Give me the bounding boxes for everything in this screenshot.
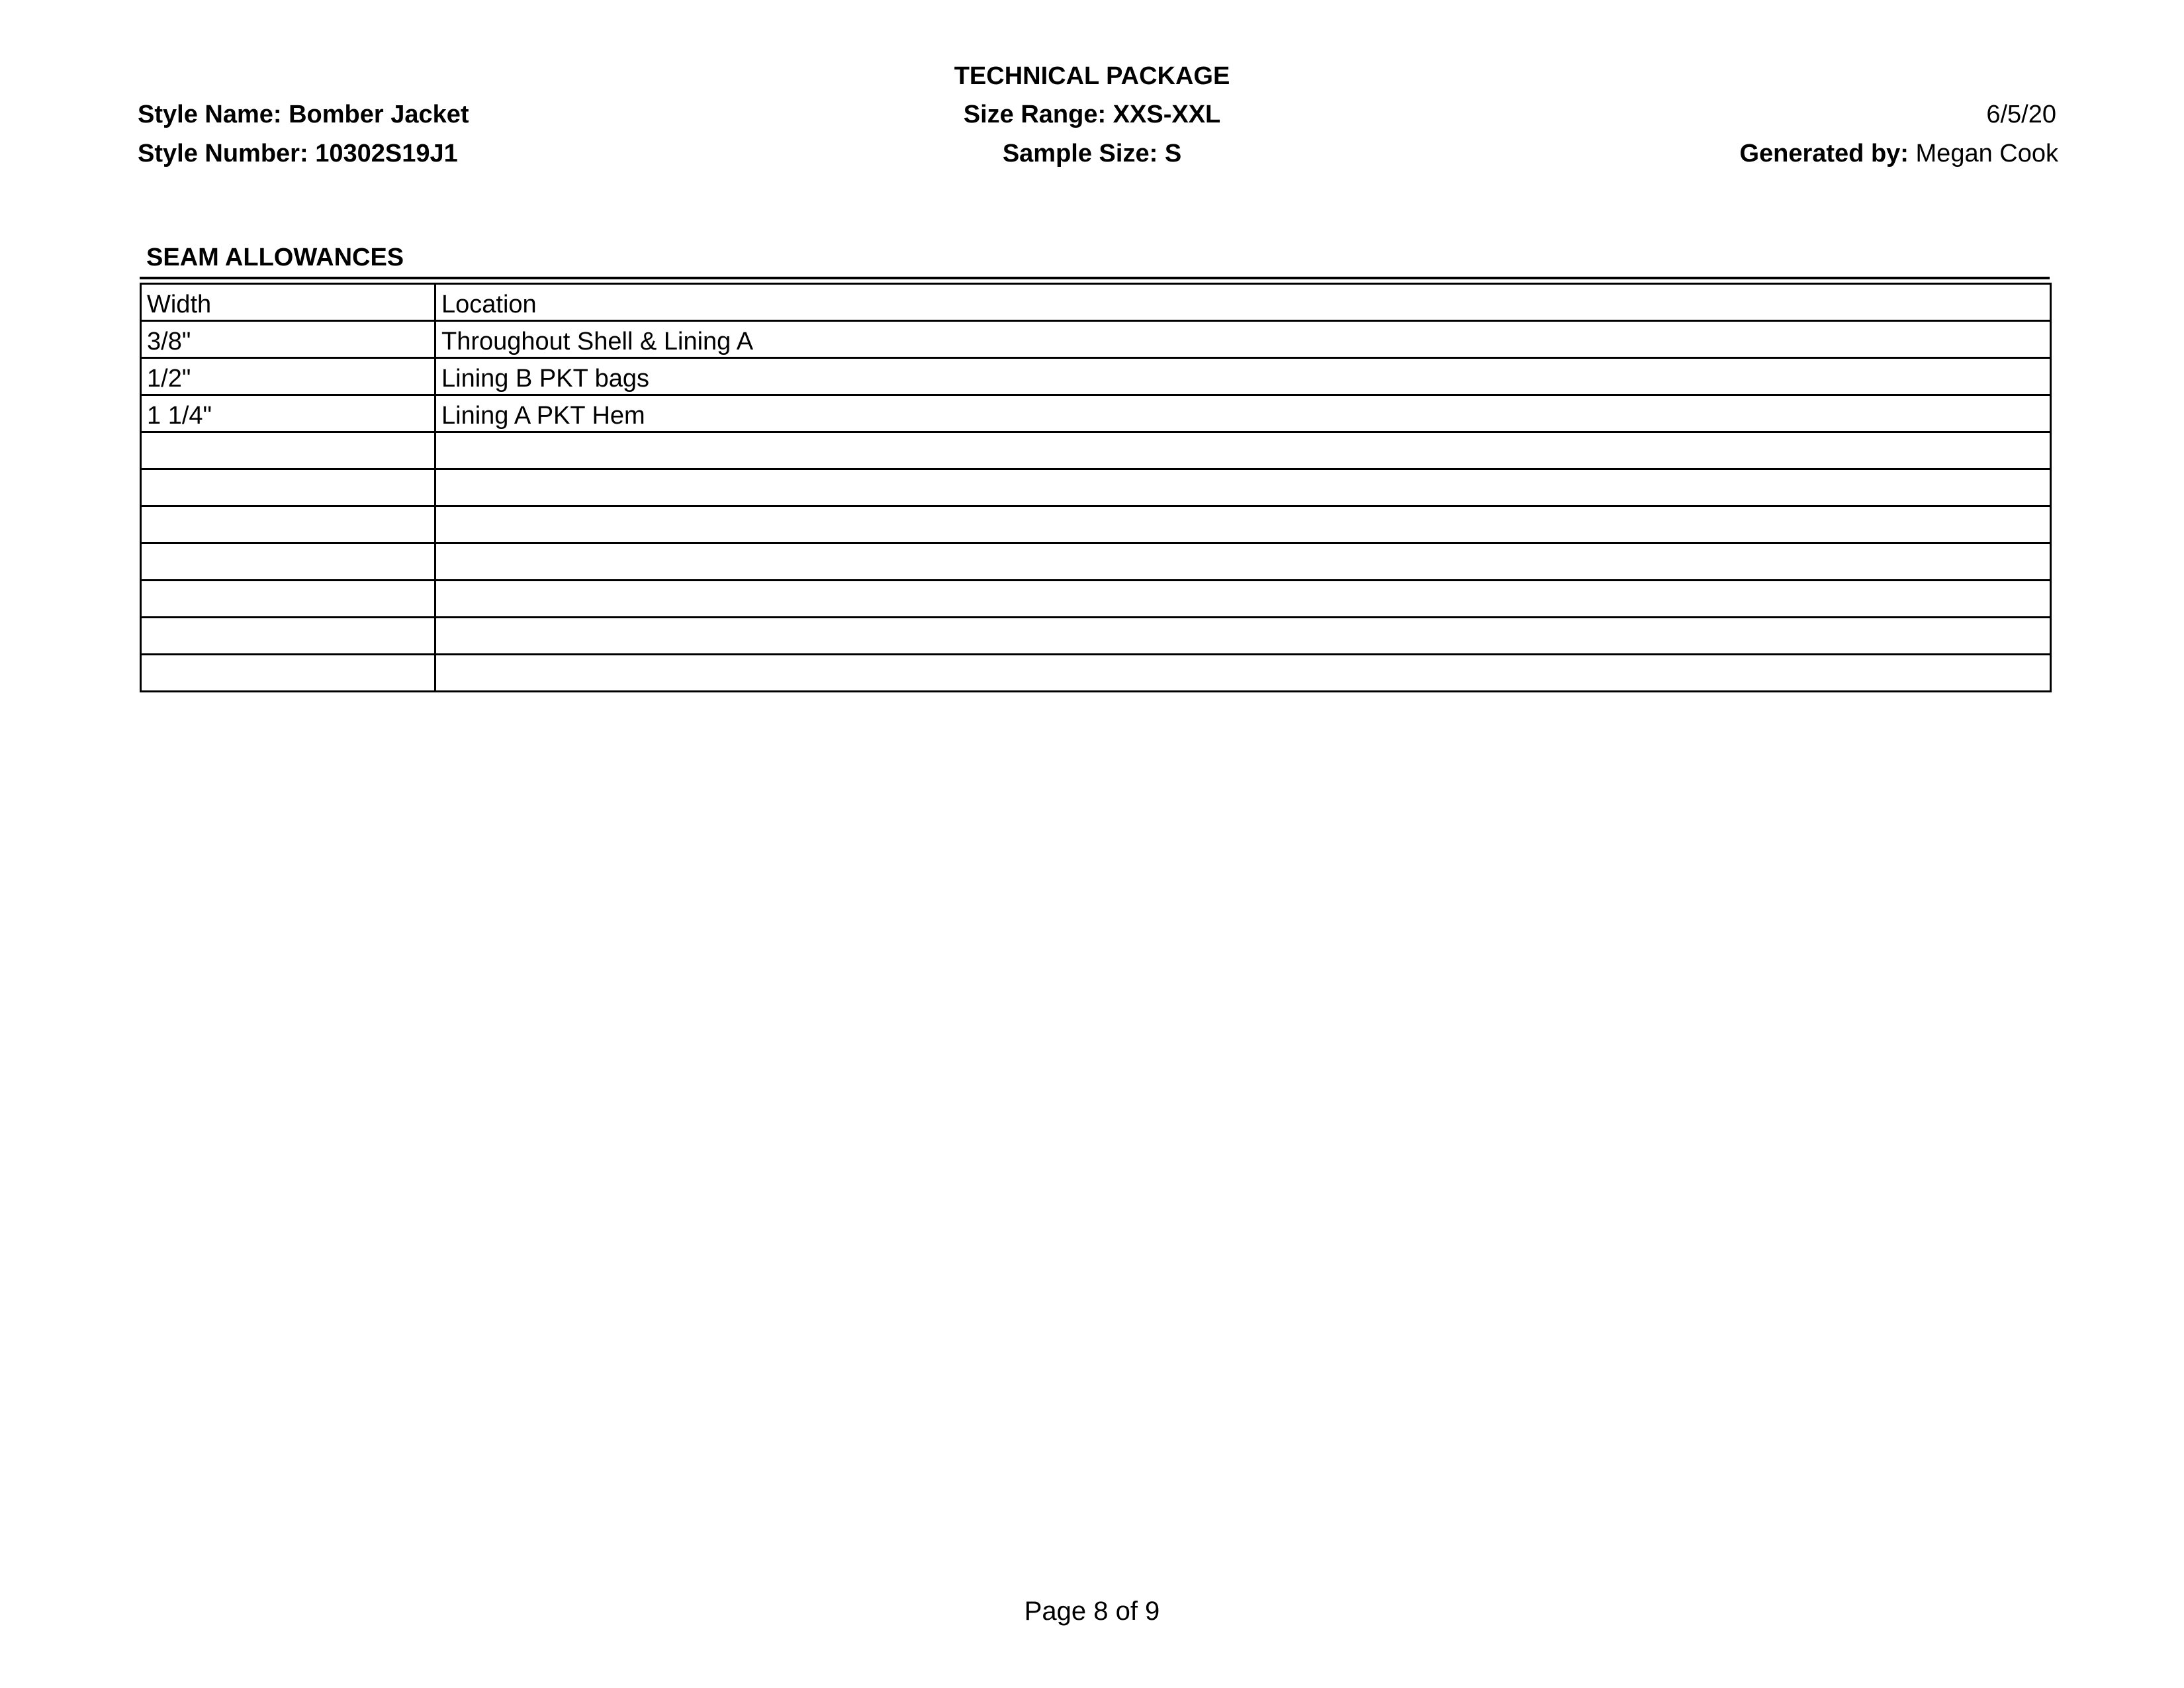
cell-location: Lining B PKT bags [435, 358, 2051, 395]
table-row [141, 469, 2051, 506]
style-name [138, 99, 469, 130]
table-row [141, 581, 2051, 618]
table-row [141, 506, 2051, 543]
cell-width: 1/2" [141, 358, 435, 395]
cell-width: 3/8" [141, 321, 435, 358]
seam-allowances-table-wrap [140, 277, 2050, 692]
table-row [141, 655, 2051, 692]
column-header-width: Width [141, 284, 435, 321]
table-row [141, 395, 2051, 432]
cell-location [435, 655, 2051, 692]
generated-by [1739, 138, 2058, 169]
cell-width [141, 506, 435, 543]
cell-location [435, 543, 2051, 581]
size-range-value: XXS-XXL [1113, 101, 1221, 128]
page-number: Page 8 of 9 [1024, 1597, 1160, 1626]
size-range [821, 99, 1363, 130]
generated-by-label: Generated by: [1739, 140, 1909, 167]
table-row [141, 321, 2051, 358]
cell-width [141, 581, 435, 618]
sample-size [821, 138, 1363, 169]
sample-size-label: Sample Size: [1002, 140, 1158, 167]
table-row [141, 543, 2051, 581]
style-number [138, 138, 458, 169]
cell-location: Throughout Shell & Lining A [435, 321, 2051, 358]
cell-location [435, 432, 2051, 469]
seam-allowances-title: SEAM ALLOWANCES [146, 244, 404, 271]
style-number-label: Style Number: [138, 140, 308, 167]
cell-width [141, 469, 435, 506]
cell-location [435, 506, 2051, 543]
cell-width [141, 655, 435, 692]
cell-location [435, 618, 2051, 655]
table-header-row [141, 284, 2051, 321]
cell-location: Lining A PKT Hem [435, 395, 2051, 432]
style-number-value: 10302S19J1 [315, 140, 458, 167]
table-row [141, 618, 2051, 655]
cell-width [141, 432, 435, 469]
style-name-label: Style Name: [138, 101, 282, 128]
table-row [141, 358, 2051, 395]
document-title: TECHNICAL PACKAGE [954, 62, 1230, 90]
column-header-location: Location [435, 284, 2051, 321]
seam-allowances-table [140, 283, 2052, 692]
size-range-label: Size Range: [963, 101, 1107, 128]
cell-location [435, 581, 2051, 618]
document-date: 6/5/20 [1986, 101, 2056, 128]
sample-size-value: S [1164, 140, 1182, 167]
cell-width: 1 1/4" [141, 395, 435, 432]
cell-location [435, 469, 2051, 506]
cell-width [141, 618, 435, 655]
style-name-value: Bomber Jacket [289, 101, 469, 128]
generated-by-value: Megan Cook [1915, 140, 2058, 167]
table-row [141, 432, 2051, 469]
cell-width [141, 543, 435, 581]
